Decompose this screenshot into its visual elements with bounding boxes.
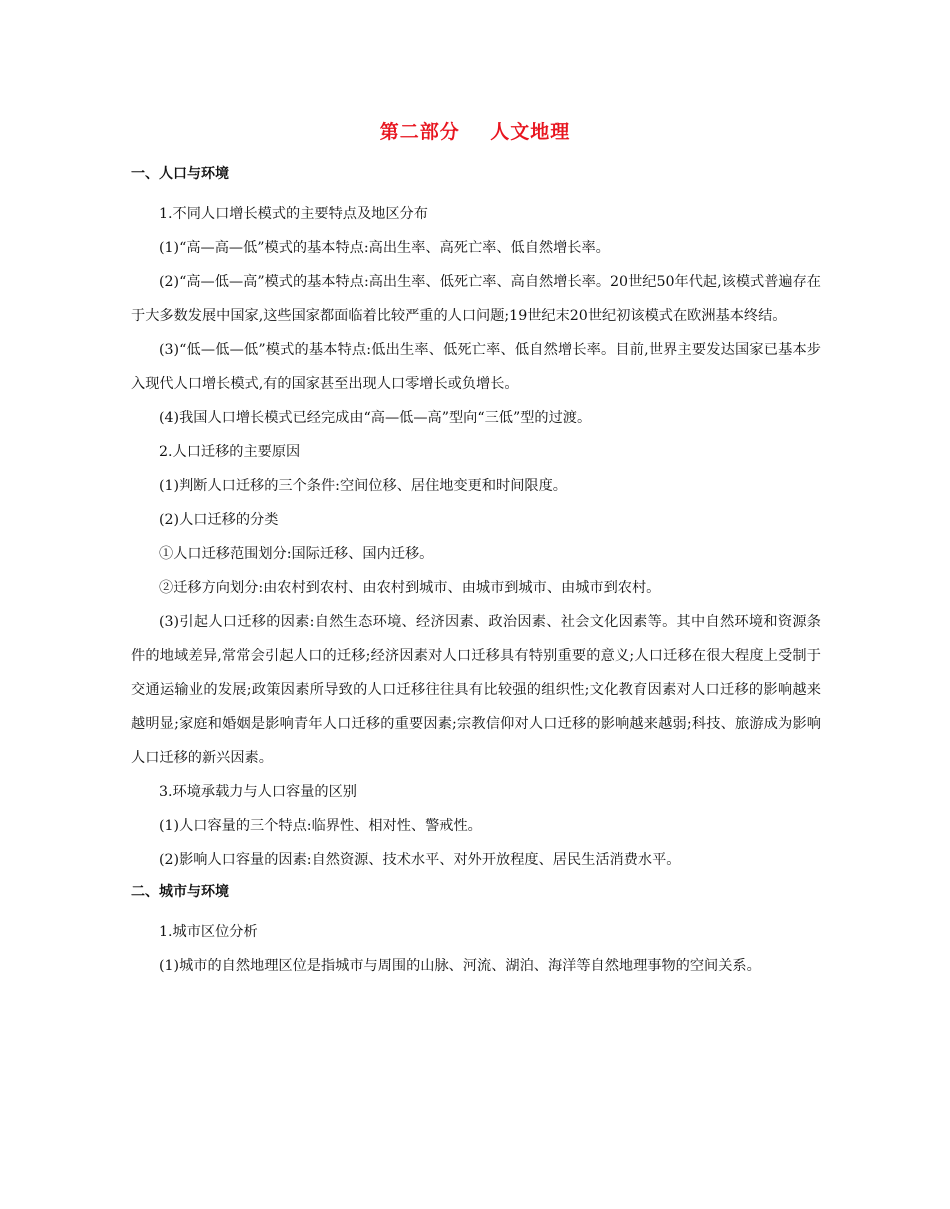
paragraph: ①人口迁移范围划分:国际迁移、国内迁移。 [159,546,434,562]
paragraph: (1)人口容量的三个特点:临界性、相对性、警戒性。 [159,818,482,834]
paragraph: 2.人口迁移的主要原因 [159,444,301,460]
paragraph: (1)城市的自然地理区位是指城市与周围的山脉、河流、湖泊、海洋等自然地理事物的空间关系。 [159,958,761,974]
paragraph: (1)判断人口迁移的三个条件:空间位移、居住地变更和时间限度。 [159,478,567,494]
document-body [131,163,821,983]
paragraph: (4)我国人口增长模式已经完成由“高—低—高”型向“三低”型的过渡。 [159,410,592,426]
paragraph: 1.不同人口增长模式的主要特点及地区分布 [159,206,428,222]
paragraph: (2)影响人口容量的因素:自然资源、技术水平、对外开放程度、居民生活消费水平。 [159,852,681,868]
section-heading-population: 一、人口与环境 [131,166,229,182]
section-heading-city: 二、城市与环境 [131,884,229,900]
paragraph: (3)“低—低—低”模式的基本特点:低出生率、低死亡率、低自然增长率。目前,世界主要发达国家已基本步入现代人口增长模式,有的国家甚至出现人口零增长或负增长。 [131,342,821,392]
paragraph: (2)“高—低—高”模式的基本特点:高出生率、低死亡率、高自然增长率。20世纪50年代起,该模式普遍存在于大多数发展中国家,这些国家都面临着比较严重的人口问题;19世纪末20世纪初该模式在欧洲基本终结。 [131,274,821,324]
page-title: 第二部分 人文地理 [379,121,571,143]
paragraph: 3.环境承载力与人口容量的区别 [159,784,357,800]
paragraph: (1)“高—高—低”模式的基本特点:高出生率、高死亡率、低自然增长率。 [159,240,610,256]
paragraph: (3)引起人口迁移的因素:自然生态环境、经济因素、政治因素、社会文化因素等。其中自然环境和资源条件的地域差异,常常会引起人口的迁移;经济因素对人口迁移具有特别重要的意义;人口迁移在很大程度上受制于交通运输业的发展;政策因素所导致的人口迁移往往具有比较强的组织性;文化教育因素对人口迁移的影响越来越明显;家庭和婚姻是影响青年人口迁移的重要因素;宗教信仰对人口迁移的影响越来越弱;科技、旅游成为影响人口迁移的新兴因素。 [131,614,821,766]
paragraph: 1.城市区位分析 [159,924,258,940]
paragraph: ②迁移方向划分:由农村到农村、由农村到城市、由城市到城市、由城市到农村。 [159,580,661,596]
paragraph: (2)人口迁移的分类 [159,512,279,528]
